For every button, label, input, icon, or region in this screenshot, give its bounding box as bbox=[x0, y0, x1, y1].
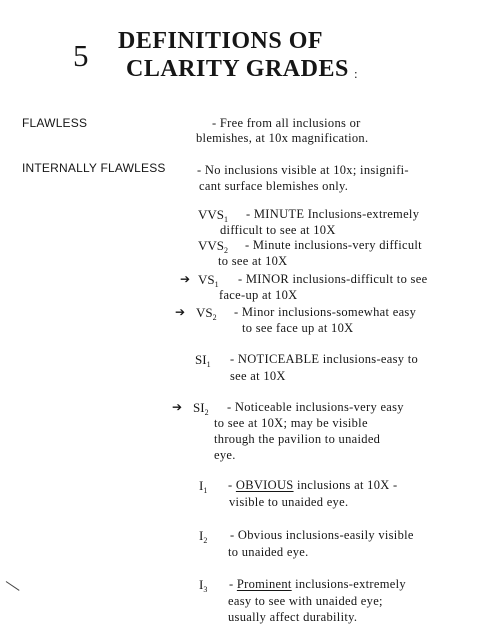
if-definition-line-2: cant surface blemishes only. bbox=[199, 179, 349, 193]
vvs1-definition-line-1: - MINUTE Inclusions-extremely bbox=[246, 207, 420, 221]
si2-definition-line-3: through the pavilion to unaided bbox=[214, 432, 381, 446]
i3-key-term: Prominent bbox=[236, 577, 292, 591]
si2-definition-line-2: to see at 10X; may be visible bbox=[214, 416, 368, 430]
i3-definition-line-3: usually affect durability. bbox=[228, 610, 358, 624]
si1-definition-line-1: - NOTICEABLE inclusions-easy to bbox=[230, 352, 419, 366]
grade-code-si2: $SI_2$ bbox=[193, 400, 209, 417]
grade-code-vs2: $VS_2$ bbox=[196, 305, 217, 322]
i1-definition-line-2: visible to unaided eye. bbox=[229, 495, 349, 509]
flawless-definition-line-1: - Free from all inclusions or bbox=[212, 116, 361, 130]
i2-definition-line-2: to unaided eye. bbox=[228, 545, 309, 559]
grade-code-i3: $I_3$ bbox=[199, 577, 208, 594]
grade-code-vvs1: $VVS_1$ bbox=[198, 207, 229, 224]
vs2-definition-line-2: to see face up at 10X bbox=[242, 321, 354, 335]
vs1-definition-line-2: face-up at 10X bbox=[219, 288, 298, 302]
chapter-number: 5 bbox=[73, 38, 89, 73]
title-mark: : bbox=[354, 66, 358, 81]
grade-code-vs1: $VS_1$ bbox=[198, 272, 219, 289]
i3-definition-line-1: - Prominent inclusions-extremely bbox=[229, 577, 406, 591]
grade-code-i2: $I_2$ bbox=[199, 528, 208, 545]
grade-code-si1: $SI_1$ bbox=[195, 352, 211, 369]
si2-definition-line-1: - Noticeable inclusions-very easy bbox=[227, 400, 404, 414]
term-flawless: FLAWLESS bbox=[22, 116, 88, 130]
grade-code-vvs2: $VVS_2$ bbox=[198, 238, 229, 255]
arrow-icon: ➔ bbox=[172, 400, 183, 414]
grade-code-i1: $I_1$ bbox=[199, 478, 208, 495]
vs1-definition-line-1: - MINOR inclusions-difficult to see bbox=[238, 272, 428, 286]
page-title-line-2: CLARITY GRADES bbox=[126, 56, 349, 82]
vvs2-definition-line-1: - Minute inclusions-very difficult bbox=[245, 238, 422, 252]
i1-definition-line-1: - OBVIOUS inclusions at 10X - bbox=[228, 478, 398, 492]
vvs2-definition-line-2: to see at 10X bbox=[218, 254, 288, 268]
i1-key-term: OBVIOUS bbox=[235, 478, 294, 492]
vs2-definition-line-1: - Minor inclusions-somewhat easy bbox=[234, 305, 417, 319]
i3-definition-line-2: easy to see with unaided eye; bbox=[228, 594, 383, 608]
si1-definition-line-2: see at 10X bbox=[230, 369, 286, 383]
arrow-icon: ➔ bbox=[175, 305, 186, 319]
si2-definition-line-4: eye. bbox=[214, 448, 236, 462]
i2-definition-line-1: - Obvious inclusions-easily visible bbox=[230, 528, 414, 542]
arrow-icon: ➔ bbox=[180, 272, 191, 286]
if-definition-line-1: - No inclusions visible at 10x; insignifi- bbox=[197, 163, 409, 177]
scan-mark bbox=[6, 581, 20, 591]
term-internally-flawless: INTERNALLY FLAWLESS bbox=[22, 161, 166, 175]
flawless-definition-line-2: blemishes, at 10x magnification. bbox=[196, 131, 369, 145]
vvs1-definition-line-2: difficult to see at 10X bbox=[220, 223, 336, 237]
page-title-line-1: DEFINITIONS OF bbox=[118, 28, 324, 54]
